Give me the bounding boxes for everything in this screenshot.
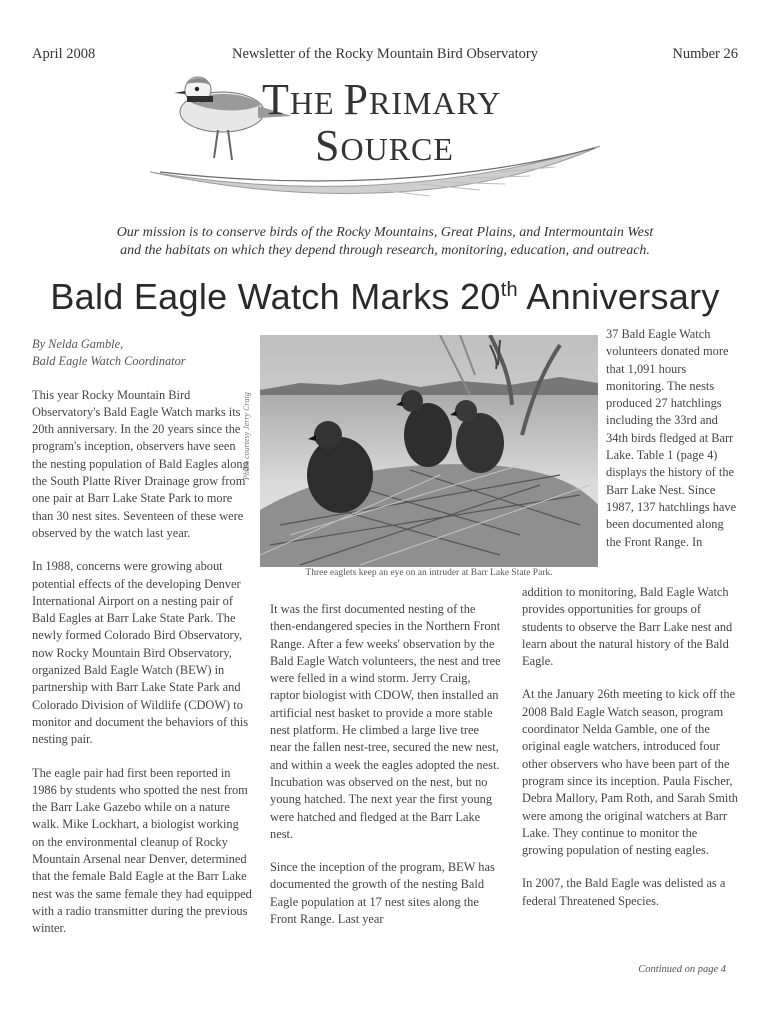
article-column-3-bottom <box>522 584 740 910</box>
masthead-title-line2: SOURCE <box>315 121 454 170</box>
newsletter-name: Newsletter of the Rocky Mountain Bird Observatory <box>231 46 539 62</box>
mission-line-1: Our mission is to conserve birds of the Rocky Mountains, Great Plains, and Intermountain West <box>116 225 654 240</box>
issue-date: April 2008 <box>32 46 96 62</box>
masthead <box>0 72 770 212</box>
article-column-2 <box>270 601 502 928</box>
continued-note: Continued on page 4 <box>638 964 726 975</box>
byline-author: By Nelda Gamble, <box>32 337 124 351</box>
article-column-1 <box>32 336 252 938</box>
paragraph: At the January 26th meeting to kick off the 2008 Bald Eagle Watch season, program coordinator Nelda Gamble, one of the original eagle watchers, introduced four other observers who have been part of the program since its inception. Paula Fischer, Debra Mallory, Pam Roth, and Sarah Smith were among the original watchers at Barr Lake. They continue to monitor the growing population of nesting eagles. <box>522 687 739 858</box>
paragraph: Since the inception of the program, BEW has documented the growth of the nesting Bald Eagle population at 17 nest sites along the Front Range. Last year <box>270 860 495 927</box>
paragraph: In 1988, concerns were growing about potential effects of the developing Denver International Airport on a nesting pair of Bald Eagles at Barr Lake State Park. The newly formed Colorado Bird Observatory, now Rocky Mountain Bird Observatory, organized Bald Eagle Watch (BEW) in partnership with Barr Lake State Park and Colorado Division of Wildlife (CDOW) to monitor and document the behaviors of this nesting pair. <box>32 559 249 747</box>
eaglets-photo <box>260 335 598 567</box>
paragraph: 37 Bald Eagle Watch volunteers donated more that 1,091 hours monitoring. The nests produced 27 hatchlings including the 33rd and 34th birds fledged at Barr Lake. Table 1 (page 4) displays the history of the Barr Lake Nest. Since 1987, 137 hatchlings have been documented along the Front Range. In <box>606 327 737 549</box>
article-headline: Bald Eagle Watch Marks 20th Anniversary <box>50 276 720 317</box>
mission-line-2: and the habitats on which they depend through research, monitoring, education, and outreach. <box>120 243 650 258</box>
paragraph: This year Rocky Mountain Bird Observatory's Bald Eagle Watch marks its 20th anniversary. In the 20 years since the program's inception, observers have seen the nesting population of Bald Eagles along the South Platte River Drainage grow from one pair at Barr Lake State Park to more than 30 nest sites. Seventeen of these were observed by the watch last year. <box>32 387 249 540</box>
paragraph: It was the first documented nesting of the then-endangered species in the Northern Front Range. After a few weeks' observation by the Bald Eagle Watch volunteers, the nest and tree were felled in a wind storm. Jerry Craig, raptor biologist with CDOW, then installed an artificial nest basket to provide a more stable nest platform. He climbed a large live tree near the fallen nest-tree, secured the new nest, and within a week the eagles adopted the nest. Incubation was observed on the nest, but no young hatched. The next year the first young were hatched and fledged at the Barr Lake nest. <box>270 602 501 841</box>
byline-title: Bald Eagle Watch Coordinator <box>32 354 186 369</box>
paragraph: In 2007, the Bald Eagle was delisted as a federal Threatened Species. <box>522 876 726 908</box>
article-column-3-top <box>606 326 740 551</box>
mission-statement <box>0 224 770 260</box>
masthead-title-line1: THE PRIMARY <box>262 75 502 124</box>
paragraph: The eagle pair had first been reported in 1986 by students who spotted the nest from the Barr Lake Gazebo while on a nature walk. Mike Lockhart, a biologist working on the environmental cleanup of Rocky Mountain Arsenal near Denver, determined that the female Bald Eagle at the Barr Lake nest was the same female they had equipped with a radio transmitter during the previous winter. <box>32 765 252 936</box>
issue-number: Number 26 <box>672 46 738 62</box>
photo-credit: Photo courtesy Jerry Craig <box>242 392 251 480</box>
paragraph: addition to monitoring, Bald Eagle Watch provides opportunities for groups of students to observe the Barr Lake nest and learn about the natural history of the Bald Eagle. <box>522 585 733 669</box>
photo-caption: Three eaglets keep an eye on an intruder at Barr Lake State Park. <box>305 568 553 578</box>
